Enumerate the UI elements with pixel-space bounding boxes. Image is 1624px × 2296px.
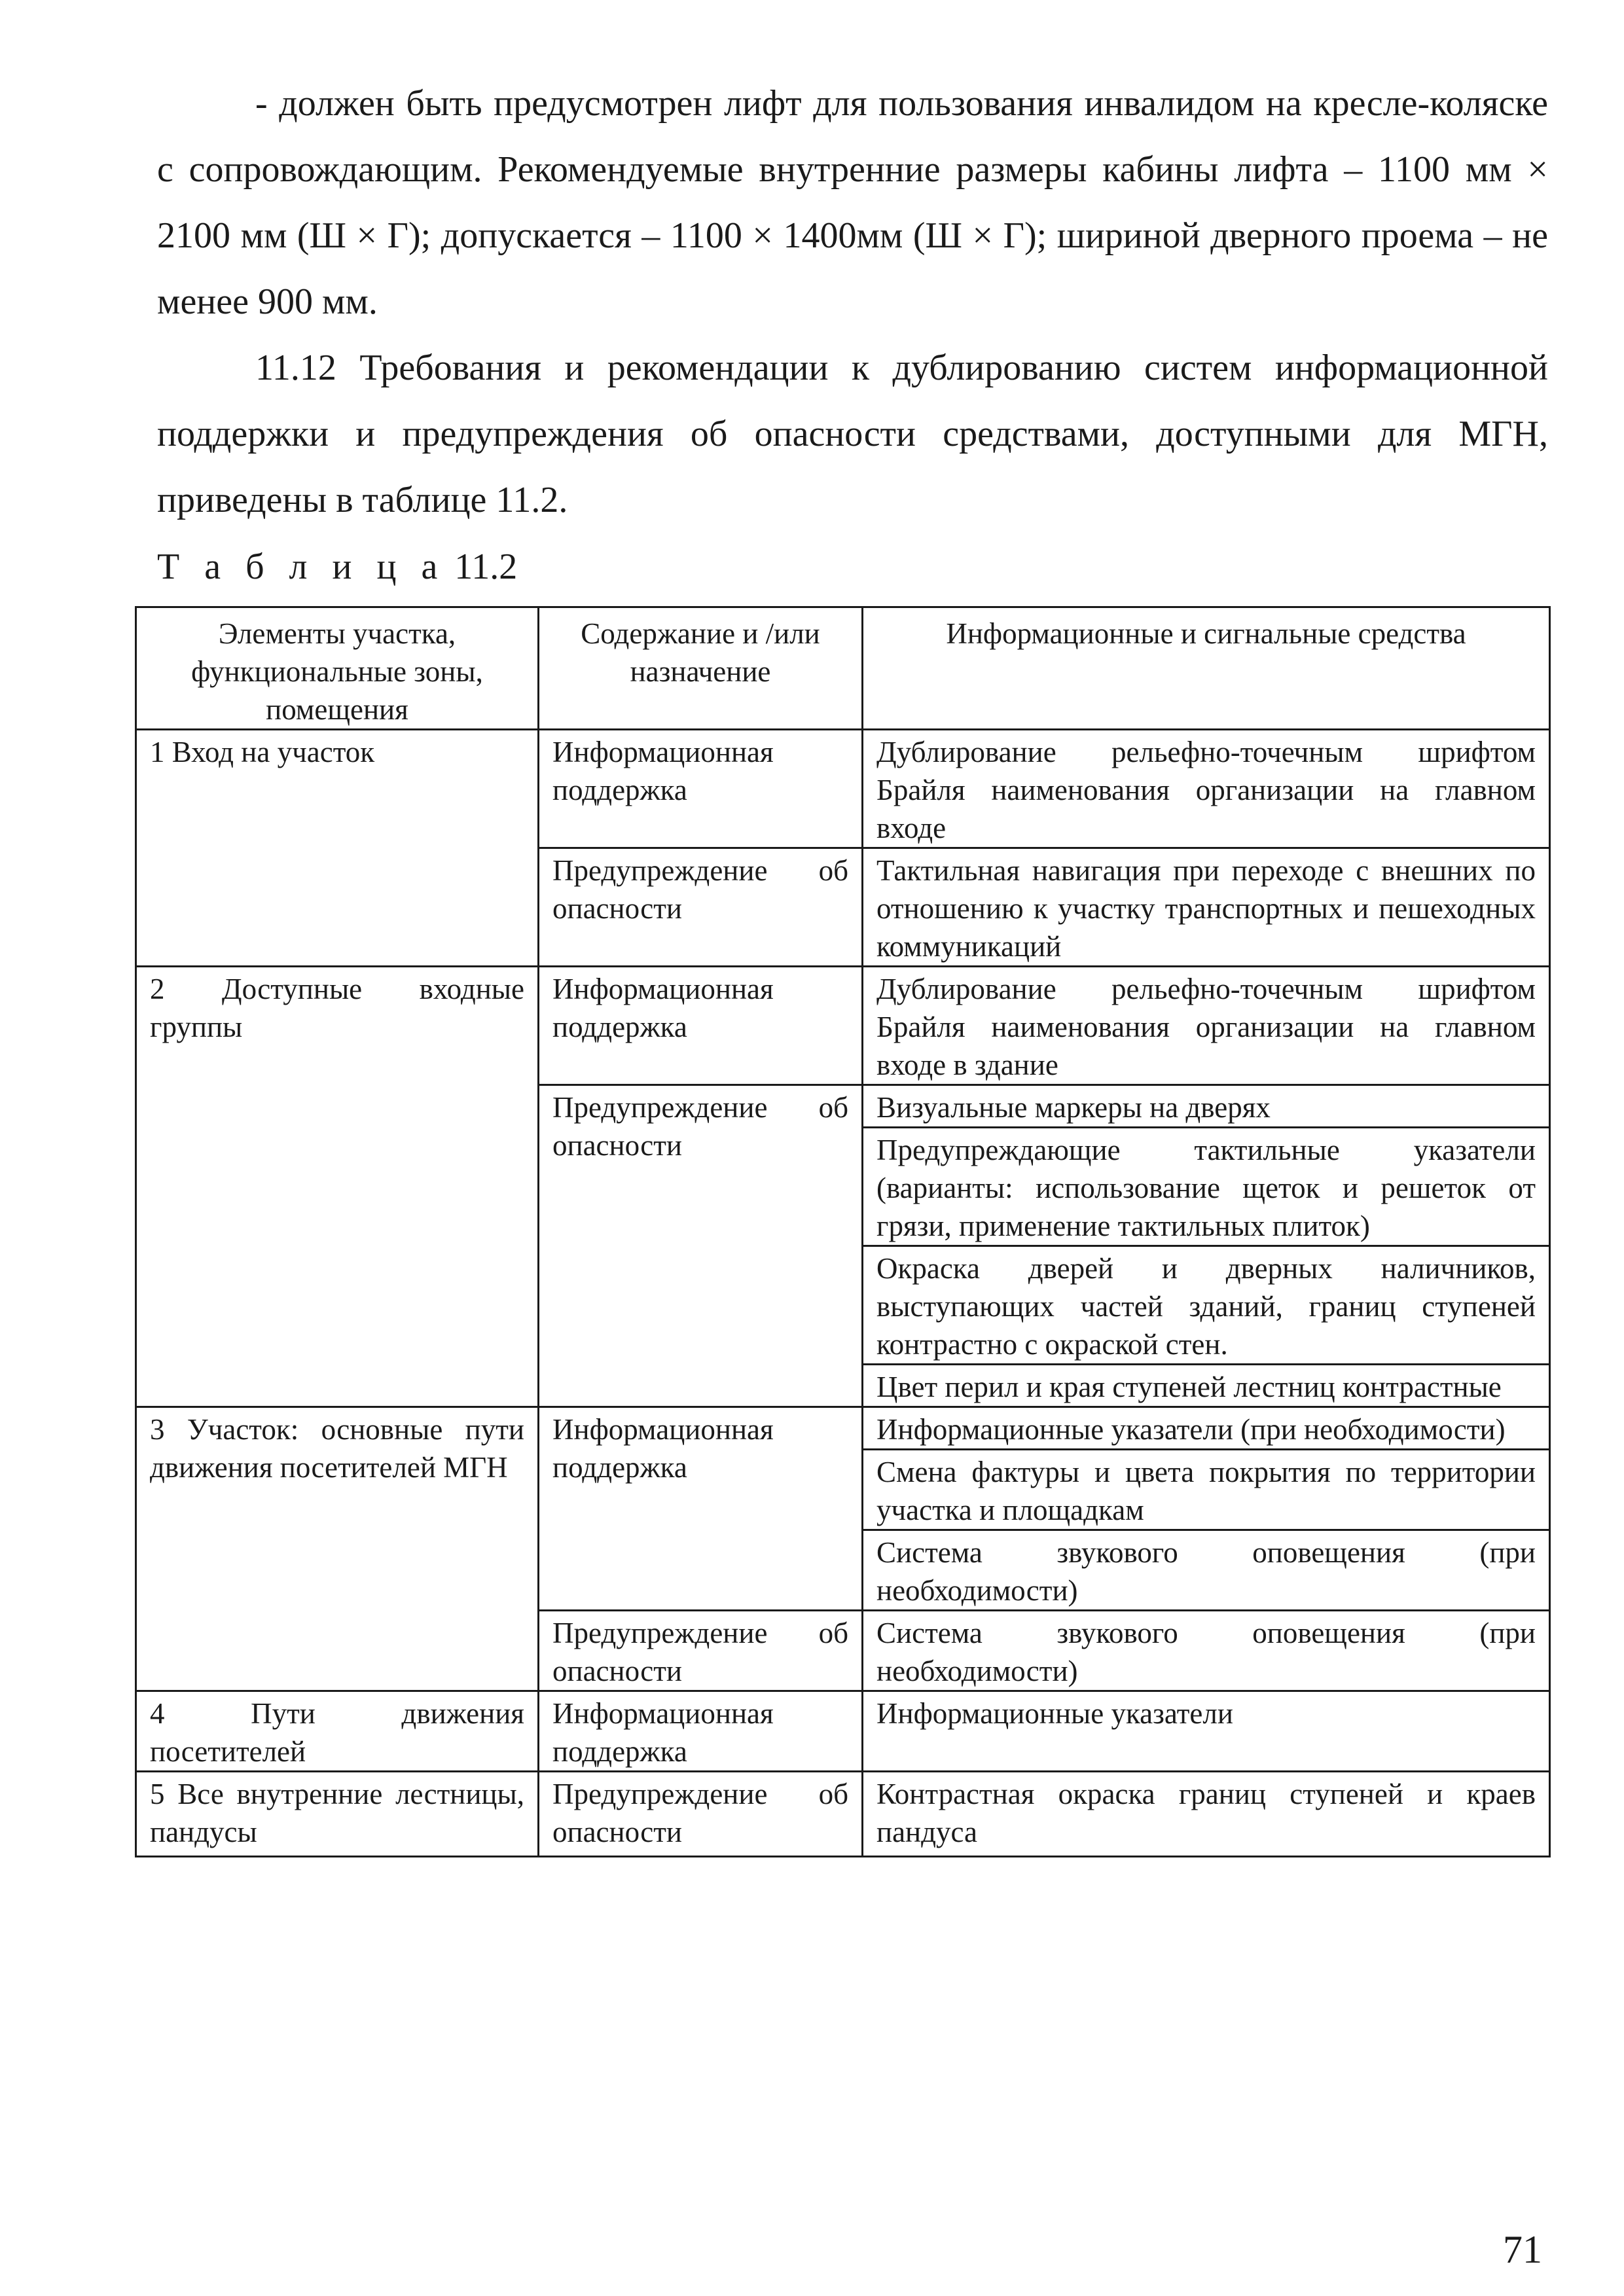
- cell-purpose: Предупреждение об опасности: [539, 848, 863, 967]
- paragraph-elevator: [157, 71, 1548, 335]
- cell-means: Предупреждающие тактильные указатели (варианты: использование щеток и решеток от грязи, применение тактильных плиток): [863, 1128, 1550, 1246]
- cell-element: 3 Участок: основные пути движения посетителей МГН: [136, 1407, 539, 1691]
- table-row: [136, 1691, 1550, 1772]
- cell-means: Дублирование рельефно-точечным шрифтом Брайля наименования организации на главном входе: [863, 730, 1550, 848]
- cell-element: 4 Пути движения посетителей: [136, 1691, 539, 1772]
- cell-element: 2 Доступные входные группы: [136, 967, 539, 1407]
- header-elements: Элементы участка, функциональные зоны, помещения: [136, 607, 539, 730]
- cell-means: Смена фактуры и цвета покрытия по территории участка и площадкам: [863, 1450, 1550, 1530]
- cell-purpose: Информационная поддержка: [539, 1407, 863, 1611]
- cell-means: Тактильная навигация при переходе с внешних по отношению к участку транспортных и пешеходных коммуникаций: [863, 848, 1550, 967]
- cell-element: 1 Вход на участок: [136, 730, 539, 967]
- table-row: [136, 730, 1550, 848]
- table-row: [136, 1772, 1550, 1857]
- table-header-row: [136, 607, 1550, 730]
- cell-means: Визуальные маркеры на дверях: [863, 1085, 1550, 1128]
- cell-purpose: Информационная поддержка: [539, 1691, 863, 1772]
- paragraph-table-intro: [157, 335, 1548, 533]
- header-purpose: Содержание и /или назначение: [539, 607, 863, 730]
- cell-purpose: Предупреждение об опасности: [539, 1772, 863, 1857]
- cell-means: Информационные указатели: [863, 1691, 1550, 1772]
- cell-means: Информационные указатели (при необходимости): [863, 1407, 1550, 1450]
- table-row: [136, 1407, 1550, 1450]
- page-number: 71: [1503, 2228, 1542, 2271]
- cell-means: Контрастная окраска границ ступеней и краев пандуса: [863, 1772, 1550, 1857]
- cell-means: Система звукового оповещения (при необходимости): [863, 1611, 1550, 1691]
- cell-means: Цвет перил и края ступеней лестниц контрастные: [863, 1365, 1550, 1407]
- paragraph-text: - должен быть предусмотрен лифт для пользования инвалидом на кресле-коляске с сопровождающим. Рекомендуемые внутренние размеры кабины лифта – 1100 мм × 2100 мм (Ш × Г); допускается – 1100 × 1400мм (Ш × Г); шириной дверного проема – не менее 900 мм.: [157, 83, 1548, 322]
- header-means: Информационные и сигнальные средства: [863, 607, 1550, 730]
- cell-purpose: Информационная поддержка: [539, 967, 863, 1085]
- caption-label: Т а б л и ц а: [157, 547, 446, 587]
- table-caption: [157, 535, 517, 598]
- cell-purpose: Предупреждение об опасности: [539, 1611, 863, 1691]
- caption-number: 11.2: [454, 547, 518, 587]
- requirements-table: [135, 606, 1551, 1857]
- cell-purpose: Предупреждение об опасности: [539, 1085, 863, 1407]
- cell-means: Система звукового оповещения (при необходимости): [863, 1530, 1550, 1611]
- cell-purpose: Информационная поддержка: [539, 730, 863, 848]
- cell-means: Окраска дверей и дверных наличников, выступающих частей зданий, границ ступеней контрастно с окраской стен.: [863, 1246, 1550, 1365]
- cell-means: Дублирование рельефно-точечным шрифтом Брайля наименования организации на главном входе в здание: [863, 967, 1550, 1085]
- table-row: [136, 967, 1550, 1085]
- paragraph-text: 11.12 Требования и рекомендации к дублированию систем информационной поддержки и предупреждения об опасности средствами, доступными для МГН, приведены в таблице 11.2.: [157, 348, 1548, 520]
- cell-element: 5 Все внутренние лестницы, пандусы: [136, 1772, 539, 1857]
